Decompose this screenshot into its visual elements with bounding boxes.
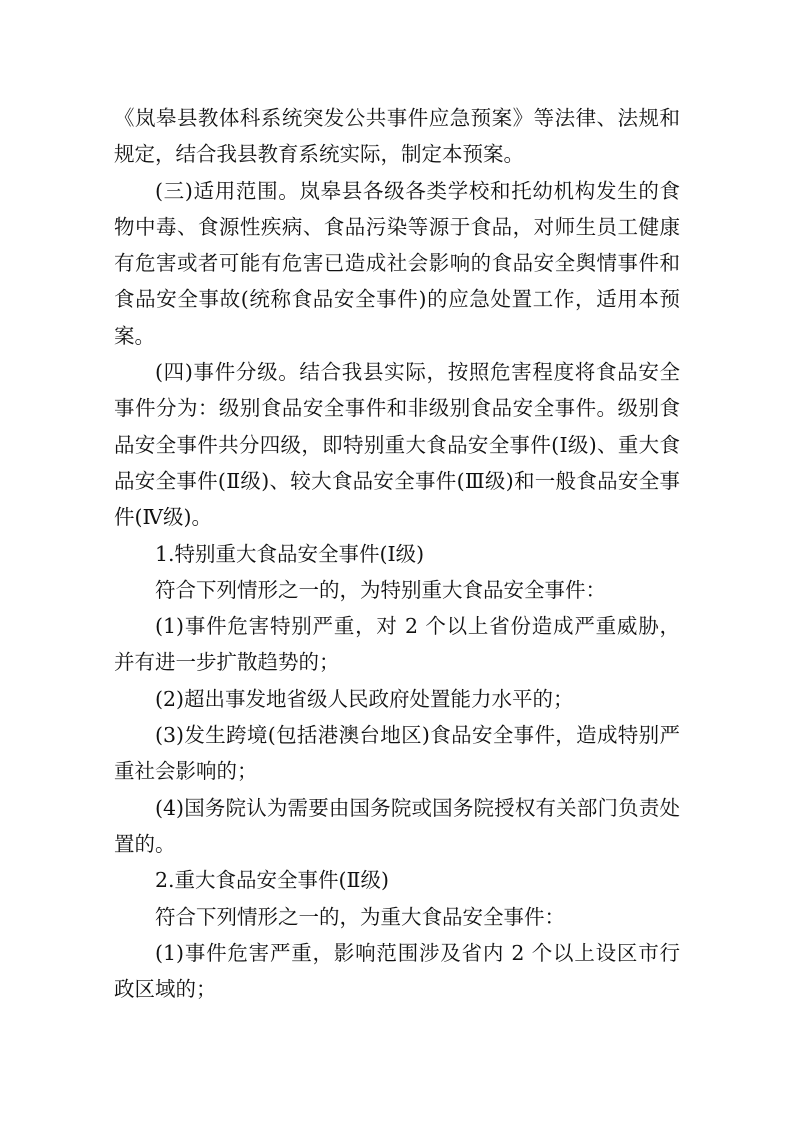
paragraph-level-1-criteria: 符合下列情形之一的，为特别重大食品安全事件： (155, 577, 606, 602)
paragraph-scope: (三)适用范围。岚皋县各级各类学校和托幼机构发生的食物中毒、食源性疾病、食品污染等源于食品，对师生员工健康有危害或者可能有危害已造成社会影响的食品安全舆情事件和食品安全事故(统称食品安全事件)的应急处置工作，适用本预案。 (114, 178, 680, 348)
list-item-level-1-2: (2)超出事发地省级人民政府处置能力水平的； (155, 686, 574, 711)
heading-level-1-event: 1.特别重大食品安全事件(Ⅰ级) (155, 541, 425, 566)
heading-level-2-event: 2.重大食品安全事件(Ⅱ级) (155, 868, 389, 893)
paragraph-classification: (四)事件分级。结合我县实际，按照危害程度将食品安全事件分为：级别食品安全事件和非级别食品安全事件。级别食品安全事件共分四级，即特别重大食品安全事件(Ⅰ级)、重大食品安全事件(Ⅱ级)、较大食品安全事件(Ⅲ级)和一般食品安全事件(Ⅳ级)。 (114, 360, 680, 530)
list-item-level-1-4: (4)国务院认为需要由国务院或国务院授权有关部门负责处置的。 (114, 795, 680, 856)
list-item-level-2-1: (1)事件危害严重，影响范围涉及省内 2 个以上设区市行政区域的； (114, 940, 680, 1002)
paragraph-intro-continuation: 《岚皋县教体科系统突发公共事件应急预案》等法律、法规和规定，结合我县教育系统实际，制定本预案。 (114, 106, 680, 167)
body-text (114, 100, 680, 1007)
list-item-level-1-3: (3)发生跨境(包括港澳台地区)食品安全事件，造成特别严重社会影响的； (114, 723, 680, 784)
paragraph-level-2-criteria: 符合下列情形之一的，为重大食品安全事件： (155, 904, 565, 929)
list-item-level-1-1: (1)事件危害特别严重，对 2 个以上省份造成严重威胁，并有进一步扩散趋势的； (114, 614, 680, 675)
